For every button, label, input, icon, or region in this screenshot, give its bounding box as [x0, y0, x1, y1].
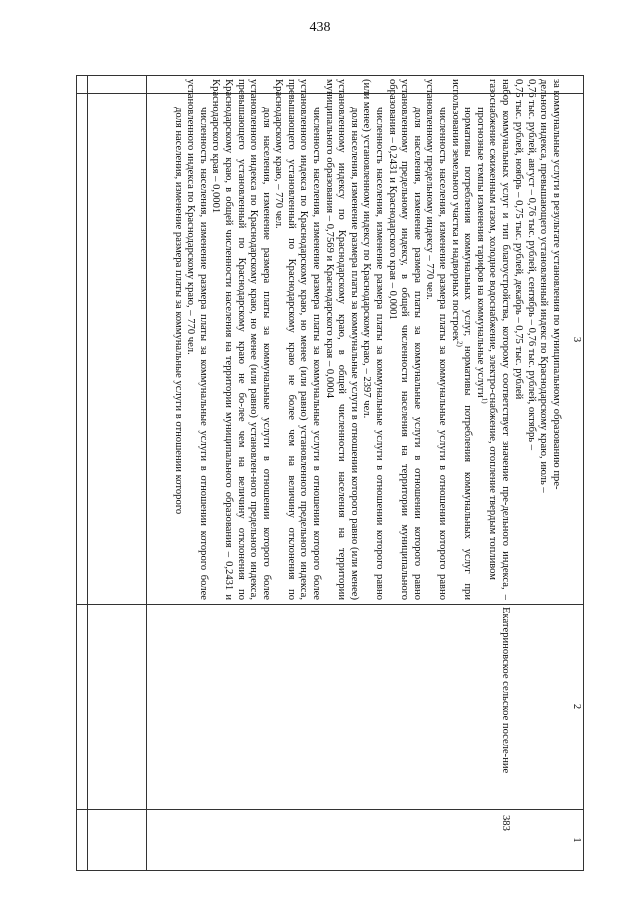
content-text: численность населения, изменение размера платы за коммунальные услуги в отношении которого более установленного индекса по Краснодарскому краю, но менее (или равно) установленного предельного индекса, превышающего установленный по Краснодарскому краю не более чем на величину отклонения по Краснодарскому краю, – 770 чел.: [273, 79, 323, 600]
content-text: доля населения, изменение размера платы за коммунальные услуги в отношении которого более установленного индекса по Краснодарскому краю, но менее (или равно) установлен-ного предельного индекса, превышающего установленный по Краснодарскому краю не бо-лее чем на величину отклонения по Краснодарскому краю, в общей численности населения на территории муниципального образования – 0,2431 и Краснодарского края – 0,0001: [210, 79, 272, 600]
content-text: численность населения, изменение размера платы за коммунальные услуги в отношении которого более установленного индекса по Краснодарскому краю, – 770 чел.: [185, 79, 209, 600]
content-text: доля населения, изменение размера платы за коммунальные услуги в отношении которого равно установленному предельному индексу, в общей численности населения на территории муниципального образования – 0,2431 и Краснодарского края – 0,0001: [386, 79, 423, 600]
continuation-cell: [512, 79, 562, 600]
continuation-line-1: за коммунальные услуги в результате установления по муниципальному образованию пре-: [551, 79, 562, 490]
footnote-mark: 1): [480, 397, 489, 404]
content-text: доля населения, изменение размера платы за коммунальные услуги в отношении которого равно (или менее) установленному индексу по Краснодарскому краю, в общей численности населения на территории муниципального образования – 0,7569 и Краснодарского края – 0,0004: [323, 79, 360, 600]
content-text: численность населения, изменение размера платы за коммунальные услуги в отношении которого равно установленному предельному индексу – 770 чел.: [424, 79, 449, 600]
content-paragraph: [209, 79, 272, 600]
page-number: 438: [309, 20, 331, 35]
content-paragraph: [360, 79, 385, 600]
content-paragraph: [473, 79, 489, 600]
content-text: доля населения, изменение размера платы за коммунальные услуги в отношении которого: [172, 107, 184, 515]
content-paragraph: [322, 79, 360, 600]
continuation-line-4: 0,75 тыс. рублей, ноябрь – 0,75 тыс. рублей, декабрь – 0,75 тыс. рублей: [513, 79, 525, 400]
content-paragraph: [423, 79, 448, 600]
content-paragraph: [448, 79, 473, 600]
content-text: нормативы потребления коммунальных услуг, нормативы потребления коммунальных услуг при использовании земельного участка и надворных построек: [449, 79, 474, 600]
header-col-1: 1: [571, 837, 582, 843]
footnote-mark: 2): [455, 340, 464, 347]
continuation-line-2: дельного индекса, превышающего установленный индекс по Краснодарскому краю, июль –: [538, 79, 550, 493]
settlement-name: Екатериновское сельское поселе-ние: [500, 607, 511, 774]
content-paragraph: [385, 79, 423, 600]
content-paragraph: [184, 79, 209, 600]
content-paragraph: [486, 79, 511, 600]
continuation-line-3: 0,76 тыс. рублей, август – 0,76 тыс. рублей, сентябрь – 0,76 тыс. рублей, октябрь –: [525, 79, 537, 451]
header-col-3: 3: [571, 336, 582, 343]
content-cell: [78, 79, 511, 600]
content-paragraph: [171, 79, 184, 600]
content-paragraph: [272, 79, 322, 600]
content-text: численность населения, изменение размера платы за коммунальные услуги в отношении которого равно (или менее) установленному индексу по Краснодарскому краю, – 2397 чел.: [361, 79, 386, 600]
content-text: прогнозные темпы изменения тарифов на коммунальные услуги: [474, 107, 486, 398]
header-col-2: 2: [571, 703, 582, 710]
content-text: набор коммунальных услуг и тип благоустройства, которому соответствует значение пре-дельного индекса, – газоснабжение сжиженным газом, холодное водоснабжение, электро-снабжение, отопление твердым топливом: [487, 79, 511, 600]
rotated-table: [76, 75, 584, 871]
row-number: 383: [500, 815, 511, 831]
